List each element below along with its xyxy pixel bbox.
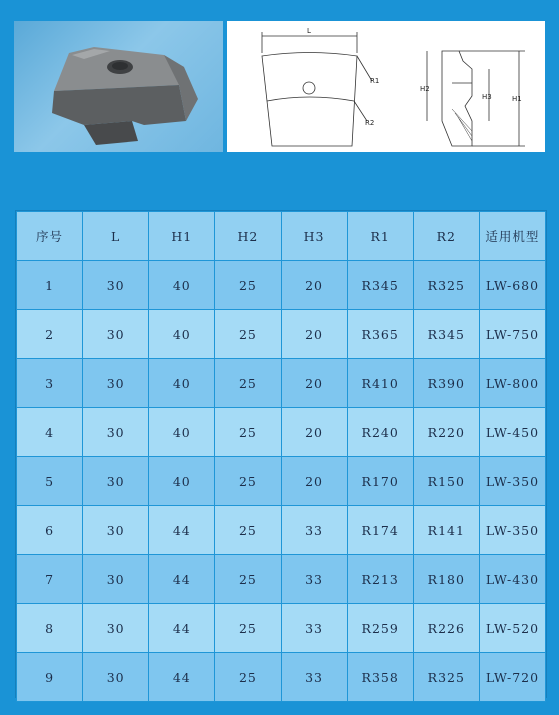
table-cell: R410 bbox=[347, 359, 413, 408]
column-header: R1 bbox=[347, 212, 413, 261]
table-cell: 40 bbox=[149, 359, 215, 408]
table-cell: 25 bbox=[215, 408, 281, 457]
spec-table-container bbox=[15, 210, 547, 698]
table-row bbox=[17, 555, 546, 604]
table-cell: R240 bbox=[347, 408, 413, 457]
table-row bbox=[17, 653, 546, 702]
table-cell: 6 bbox=[17, 506, 83, 555]
table-cell: 33 bbox=[281, 506, 347, 555]
table-cell: R345 bbox=[413, 310, 479, 359]
table-cell: 30 bbox=[83, 506, 149, 555]
technical-drawing bbox=[227, 21, 545, 152]
column-header: 序号 bbox=[17, 212, 83, 261]
table-cell: 7 bbox=[17, 555, 83, 604]
table-cell: 30 bbox=[83, 359, 149, 408]
table-cell: R150 bbox=[413, 457, 479, 506]
table-cell: 25 bbox=[215, 653, 281, 702]
table-cell: R365 bbox=[347, 310, 413, 359]
table-cell: 40 bbox=[149, 261, 215, 310]
table-cell: 30 bbox=[83, 555, 149, 604]
table-cell: 25 bbox=[215, 261, 281, 310]
table-row bbox=[17, 359, 546, 408]
table-cell: 3 bbox=[17, 359, 83, 408]
table-cell: 25 bbox=[215, 506, 281, 555]
table-cell: R390 bbox=[413, 359, 479, 408]
label-H3: H3 bbox=[482, 93, 492, 101]
table-cell: LW-720 bbox=[479, 653, 545, 702]
table-cell: 20 bbox=[281, 359, 347, 408]
table-cell: R325 bbox=[413, 653, 479, 702]
table-body bbox=[17, 261, 546, 702]
table-cell: 20 bbox=[281, 457, 347, 506]
wear-part-image bbox=[14, 21, 223, 152]
dimension-drawing bbox=[227, 21, 545, 152]
table-cell: LW-520 bbox=[479, 604, 545, 653]
product-photo bbox=[14, 21, 223, 152]
table-cell: 5 bbox=[17, 457, 83, 506]
table-row bbox=[17, 408, 546, 457]
table-cell: 25 bbox=[215, 457, 281, 506]
table-cell: R259 bbox=[347, 604, 413, 653]
table-cell: 44 bbox=[149, 653, 215, 702]
table-cell: 20 bbox=[281, 310, 347, 359]
table-row bbox=[17, 457, 546, 506]
label-L: L bbox=[307, 27, 311, 35]
table-row bbox=[17, 310, 546, 359]
table-row bbox=[17, 604, 546, 653]
table-cell: 20 bbox=[281, 261, 347, 310]
table-cell: 30 bbox=[83, 310, 149, 359]
table-cell: LW-350 bbox=[479, 457, 545, 506]
label-R1: R1 bbox=[370, 77, 380, 85]
table-cell: R170 bbox=[347, 457, 413, 506]
table-row bbox=[17, 261, 546, 310]
table-cell: 30 bbox=[83, 408, 149, 457]
table-cell: R220 bbox=[413, 408, 479, 457]
table-cell: 25 bbox=[215, 604, 281, 653]
table-cell: 44 bbox=[149, 506, 215, 555]
table-cell: LW-430 bbox=[479, 555, 545, 604]
table-row bbox=[17, 506, 546, 555]
column-header: H3 bbox=[281, 212, 347, 261]
table-cell: R180 bbox=[413, 555, 479, 604]
table-cell: 40 bbox=[149, 310, 215, 359]
table-cell: 44 bbox=[149, 555, 215, 604]
label-R2: R2 bbox=[365, 119, 375, 127]
table-cell: 40 bbox=[149, 457, 215, 506]
table-header-row bbox=[17, 212, 546, 261]
column-header: H2 bbox=[215, 212, 281, 261]
label-H2: H2 bbox=[420, 85, 430, 93]
table-cell: LW-750 bbox=[479, 310, 545, 359]
table-cell: 20 bbox=[281, 408, 347, 457]
table-cell: 33 bbox=[281, 555, 347, 604]
table-cell: 4 bbox=[17, 408, 83, 457]
table-cell: 33 bbox=[281, 653, 347, 702]
table-cell: R226 bbox=[413, 604, 479, 653]
table-cell: R345 bbox=[347, 261, 413, 310]
table-cell: LW-680 bbox=[479, 261, 545, 310]
table-cell: LW-800 bbox=[479, 359, 545, 408]
table-cell: 30 bbox=[83, 604, 149, 653]
label-H1: H1 bbox=[512, 95, 522, 103]
table-cell: 30 bbox=[83, 261, 149, 310]
column-header: R2 bbox=[413, 212, 479, 261]
table-cell: 9 bbox=[17, 653, 83, 702]
table-cell: 2 bbox=[17, 310, 83, 359]
table-cell: R213 bbox=[347, 555, 413, 604]
table-cell: R141 bbox=[413, 506, 479, 555]
table-cell: 33 bbox=[281, 604, 347, 653]
table-cell: R325 bbox=[413, 261, 479, 310]
table-cell: 40 bbox=[149, 408, 215, 457]
table-cell: 8 bbox=[17, 604, 83, 653]
table-cell: LW-450 bbox=[479, 408, 545, 457]
table-cell: 25 bbox=[215, 555, 281, 604]
table-cell: 25 bbox=[215, 359, 281, 408]
table-cell: 30 bbox=[83, 457, 149, 506]
table-cell: 30 bbox=[83, 653, 149, 702]
column-header: 适用机型 bbox=[479, 212, 545, 261]
table-cell: 25 bbox=[215, 310, 281, 359]
table-cell: 44 bbox=[149, 604, 215, 653]
table-cell: 1 bbox=[17, 261, 83, 310]
table-cell: LW-350 bbox=[479, 506, 545, 555]
column-header: L bbox=[83, 212, 149, 261]
column-header: H1 bbox=[149, 212, 215, 261]
table-cell: R174 bbox=[347, 506, 413, 555]
spec-table bbox=[16, 211, 546, 702]
table-cell: R358 bbox=[347, 653, 413, 702]
